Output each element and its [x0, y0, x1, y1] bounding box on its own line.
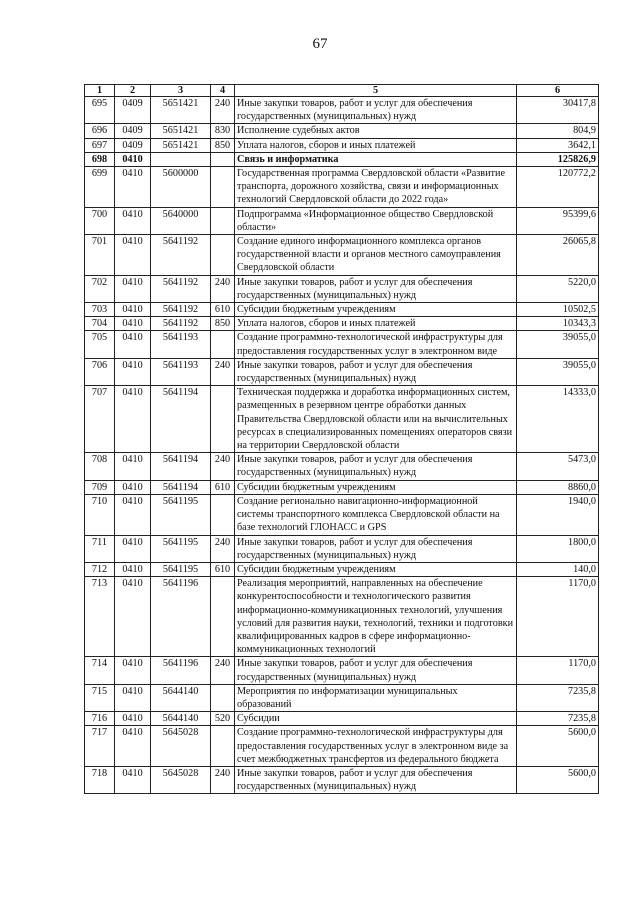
row-number-cell: 697	[85, 138, 115, 152]
amount-cell: 26065,8	[517, 235, 599, 276]
amount-cell: 8860,0	[517, 480, 599, 494]
table-row	[85, 303, 599, 317]
description-cell: Создание программно-технологической инфраструктуры для предоставления государственных услуг в электронном виде	[235, 331, 517, 358]
row-number-cell: 698	[85, 152, 115, 166]
target-code-cell: 5641194	[151, 386, 211, 453]
target-code-cell: 5645028	[151, 726, 211, 767]
section-code-cell: 0410	[115, 331, 151, 358]
expense-type-cell	[211, 494, 235, 535]
row-number-cell: 717	[85, 726, 115, 767]
amount-cell: 10343,3	[517, 317, 599, 331]
target-code-cell: 5641193	[151, 331, 211, 358]
target-code-cell: 5641194	[151, 453, 211, 480]
table-row	[85, 535, 599, 562]
target-code-cell: 5641192	[151, 235, 211, 276]
table-row	[85, 167, 599, 208]
target-code-cell	[151, 152, 211, 166]
column-header: 6	[517, 85, 599, 97]
section-code-cell: 0410	[115, 358, 151, 385]
section-code-cell: 0410	[115, 207, 151, 234]
table-row	[85, 358, 599, 385]
row-number-cell: 705	[85, 331, 115, 358]
section-code-cell: 0410	[115, 480, 151, 494]
row-number-cell: 715	[85, 684, 115, 711]
row-number-cell: 699	[85, 167, 115, 208]
amount-cell: 30417,8	[517, 97, 599, 124]
description-cell: Иные закупки товаров, работ и услуг для обеспечения государственных (муниципальных) нужд	[235, 453, 517, 480]
expense-type-cell: 850	[211, 317, 235, 331]
row-number-cell: 703	[85, 303, 115, 317]
description-cell: Государственная программа Свердловской области «Развитие транспорта, дорожного хозяйства, связи и информационных технологий Свердловской области до 2022 года»	[235, 167, 517, 208]
section-code-cell: 0410	[115, 726, 151, 767]
expense-type-cell: 610	[211, 303, 235, 317]
amount-cell: 1800,0	[517, 535, 599, 562]
target-code-cell: 5641195	[151, 535, 211, 562]
target-code-cell: 5641195	[151, 494, 211, 535]
budget-table	[84, 84, 599, 794]
table-row	[85, 577, 599, 657]
amount-cell: 5473,0	[517, 453, 599, 480]
row-number-cell: 711	[85, 535, 115, 562]
expense-type-cell: 240	[211, 453, 235, 480]
target-code-cell: 5641194	[151, 480, 211, 494]
amount-cell: 95399,6	[517, 207, 599, 234]
amount-cell: 39055,0	[517, 331, 599, 358]
table-row	[85, 124, 599, 138]
column-header: 2	[115, 85, 151, 97]
row-number-cell: 713	[85, 577, 115, 657]
amount-cell: 14333,0	[517, 386, 599, 453]
row-number-cell: 718	[85, 766, 115, 793]
target-code-cell: 5641193	[151, 358, 211, 385]
amount-cell: 10502,5	[517, 303, 599, 317]
table-row	[85, 726, 599, 767]
section-code-cell: 0410	[115, 535, 151, 562]
row-number-cell: 710	[85, 494, 115, 535]
section-code-cell: 0410	[115, 562, 151, 576]
section-code-cell: 0409	[115, 97, 151, 124]
expense-type-cell	[211, 577, 235, 657]
table-row	[85, 97, 599, 124]
description-cell: Субсидии бюджетным учреждениям	[235, 480, 517, 494]
table-row	[85, 766, 599, 793]
target-code-cell: 5651421	[151, 138, 211, 152]
amount-cell: 140,0	[517, 562, 599, 576]
table-header-row	[85, 85, 599, 97]
expense-type-cell: 240	[211, 657, 235, 684]
column-header: 1	[85, 85, 115, 97]
target-code-cell: 5651421	[151, 97, 211, 124]
expense-type-cell: 610	[211, 562, 235, 576]
expense-type-cell: 830	[211, 124, 235, 138]
section-code-cell: 0410	[115, 453, 151, 480]
section-code-cell: 0410	[115, 386, 151, 453]
target-code-cell: 5641192	[151, 303, 211, 317]
section-code-cell: 0409	[115, 124, 151, 138]
description-cell: Связь и информатика	[235, 152, 517, 166]
target-code-cell: 5640000	[151, 207, 211, 234]
table-row	[85, 453, 599, 480]
row-number-cell: 702	[85, 275, 115, 302]
target-code-cell: 5641196	[151, 577, 211, 657]
row-number-cell: 696	[85, 124, 115, 138]
column-header: 4	[211, 85, 235, 97]
amount-cell: 5600,0	[517, 726, 599, 767]
expense-type-cell: 610	[211, 480, 235, 494]
table-row	[85, 275, 599, 302]
row-number-cell: 716	[85, 712, 115, 726]
section-code-cell: 0410	[115, 766, 151, 793]
description-cell: Исполнение судебных актов	[235, 124, 517, 138]
description-cell: Иные закупки товаров, работ и услуг для обеспечения государственных (муниципальных) нужд	[235, 358, 517, 385]
table-row	[85, 684, 599, 711]
row-number-cell: 695	[85, 97, 115, 124]
section-code-cell: 0410	[115, 235, 151, 276]
table-row	[85, 235, 599, 276]
expense-type-cell	[211, 167, 235, 208]
description-cell: Субсидии	[235, 712, 517, 726]
expense-type-cell	[211, 684, 235, 711]
expense-type-cell: 240	[211, 275, 235, 302]
target-code-cell: 5651421	[151, 124, 211, 138]
section-code-cell: 0410	[115, 494, 151, 535]
column-header: 5	[235, 85, 517, 97]
column-header: 3	[151, 85, 211, 97]
amount-cell: 39055,0	[517, 358, 599, 385]
section-code-cell: 0410	[115, 167, 151, 208]
expense-type-cell: 240	[211, 766, 235, 793]
table-row	[85, 712, 599, 726]
amount-cell: 5220,0	[517, 275, 599, 302]
expense-type-cell	[211, 152, 235, 166]
section-code-cell: 0409	[115, 138, 151, 152]
section-code-cell: 0410	[115, 275, 151, 302]
description-cell: Иные закупки товаров, работ и услуг для обеспечения государственных (муниципальных) нужд	[235, 535, 517, 562]
table-row	[85, 386, 599, 453]
expense-type-cell	[211, 726, 235, 767]
row-number-cell: 704	[85, 317, 115, 331]
description-cell: Субсидии бюджетным учреждениям	[235, 303, 517, 317]
table-row	[85, 480, 599, 494]
amount-cell: 1170,0	[517, 577, 599, 657]
expense-type-cell: 520	[211, 712, 235, 726]
target-code-cell: 5641192	[151, 275, 211, 302]
description-cell: Уплата налогов, сборов и иных платежей	[235, 138, 517, 152]
section-code-cell: 0410	[115, 712, 151, 726]
expense-type-cell: 240	[211, 97, 235, 124]
description-cell: Создание единого информационного комплекса органов государственной власти и органов местного самоуправления Свердловской области	[235, 235, 517, 276]
expense-type-cell: 850	[211, 138, 235, 152]
row-number-cell: 712	[85, 562, 115, 576]
expense-type-cell	[211, 386, 235, 453]
target-code-cell: 5641195	[151, 562, 211, 576]
section-code-cell: 0410	[115, 684, 151, 711]
table-row	[85, 494, 599, 535]
row-number-cell: 714	[85, 657, 115, 684]
amount-cell: 1940,0	[517, 494, 599, 535]
expense-type-cell: 240	[211, 358, 235, 385]
description-cell: Создание программно-технологической инфраструктуры для предоставления государственных услуг в электронном виде за счет межбюджетных трансфертов из федерального бюджета	[235, 726, 517, 767]
amount-cell: 804,9	[517, 124, 599, 138]
target-code-cell: 5644140	[151, 684, 211, 711]
page-number: 67	[312, 36, 328, 52]
amount-cell: 7235,8	[517, 684, 599, 711]
amount-cell: 7235,8	[517, 712, 599, 726]
amount-cell: 5600,0	[517, 766, 599, 793]
row-number-cell: 706	[85, 358, 115, 385]
section-code-cell: 0410	[115, 152, 151, 166]
table-row	[85, 317, 599, 331]
description-cell: Субсидии бюджетным учреждениям	[235, 562, 517, 576]
section-code-cell: 0410	[115, 657, 151, 684]
description-cell: Уплата налогов, сборов и иных платежей	[235, 317, 517, 331]
table-row	[85, 657, 599, 684]
description-cell: Иные закупки товаров, работ и услуг для обеспечения государственных (муниципальных) нужд	[235, 275, 517, 302]
amount-cell: 1170,0	[517, 657, 599, 684]
table-row	[85, 152, 599, 166]
amount-cell: 120772,2	[517, 167, 599, 208]
amount-cell: 125826,9	[517, 152, 599, 166]
expense-type-cell	[211, 235, 235, 276]
expense-type-cell	[211, 331, 235, 358]
table-row	[85, 138, 599, 152]
row-number-cell: 707	[85, 386, 115, 453]
amount-cell: 3642,1	[517, 138, 599, 152]
row-number-cell: 701	[85, 235, 115, 276]
section-code-cell: 0410	[115, 577, 151, 657]
description-cell: Подпрограмма «Информационное общество Свердловской области»	[235, 207, 517, 234]
expense-type-cell: 240	[211, 535, 235, 562]
target-code-cell: 5645028	[151, 766, 211, 793]
target-code-cell: 5641192	[151, 317, 211, 331]
description-cell: Создание регионально навигационно-информационной системы транспортного комплекса Свердловской области на базе технологий ГЛОНАСС и GPS	[235, 494, 517, 535]
row-number-cell: 709	[85, 480, 115, 494]
description-cell: Иные закупки товаров, работ и услуг для обеспечения государственных (муниципальных) нужд	[235, 97, 517, 124]
description-cell: Иные закупки товаров, работ и услуг для обеспечения государственных (муниципальных) нужд	[235, 657, 517, 684]
row-number-cell: 708	[85, 453, 115, 480]
expense-type-cell	[211, 207, 235, 234]
table-row	[85, 207, 599, 234]
description-cell: Мероприятия по информатизации муниципальных образований	[235, 684, 517, 711]
row-number-cell: 700	[85, 207, 115, 234]
table-row	[85, 562, 599, 576]
description-cell: Реализация мероприятий, направленных на обеспечение конкурентоспособности и технологического развития информационно-коммуникационных технологий, улучшения условий для развития науки, технологий, техники и подготовки квалифицированных кадров в сфере информационно-коммуникационных технологий	[235, 577, 517, 657]
description-cell: Иные закупки товаров, работ и услуг для обеспечения государственных (муниципальных) нужд	[235, 766, 517, 793]
target-code-cell: 5600000	[151, 167, 211, 208]
target-code-cell: 5644140	[151, 712, 211, 726]
table-row	[85, 331, 599, 358]
section-code-cell: 0410	[115, 317, 151, 331]
description-cell: Техническая поддержка и доработка информационных систем, размещенных в резервном центре обработки данных Правительства Свердловской области или на вычислительных ресурсах в специализированных помещениях операторов связи на территории Свердловской области	[235, 386, 517, 453]
section-code-cell: 0410	[115, 303, 151, 317]
target-code-cell: 5641196	[151, 657, 211, 684]
